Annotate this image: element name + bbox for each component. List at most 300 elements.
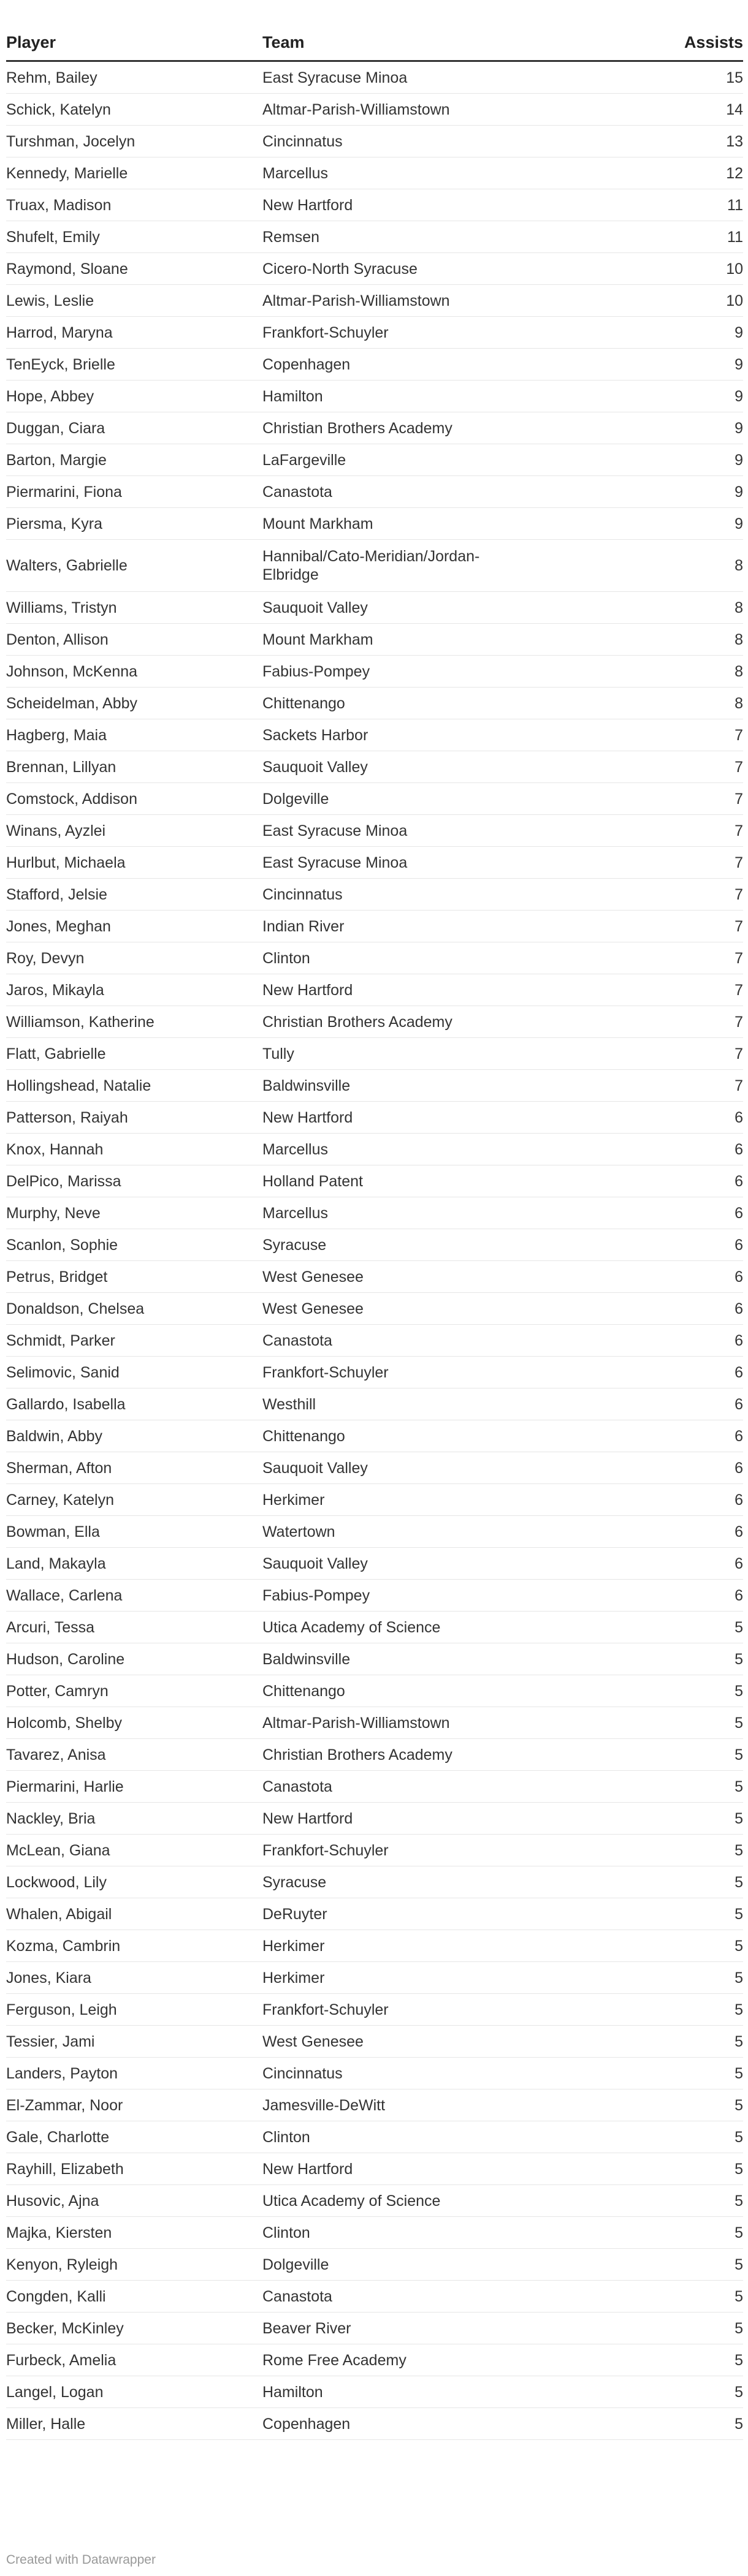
- team-cell: [262, 592, 606, 624]
- team-cell: [262, 349, 606, 381]
- team-cell: [262, 94, 606, 126]
- player-cell: Schmidt, Parker: [6, 1325, 262, 1357]
- team-name: Canastota: [262, 1778, 332, 1795]
- table-row: [6, 1994, 743, 2026]
- team-name: Clinton: [262, 2128, 310, 2146]
- assists-cell: 5: [606, 2344, 743, 2376]
- table-row: [6, 1739, 743, 1771]
- assists-cell: 5: [606, 2121, 743, 2153]
- team-name: Sauquoit Valley: [262, 1459, 368, 1477]
- team-cell: [262, 1962, 606, 1994]
- table-row: [6, 1197, 743, 1229]
- player-cell: Williamson, Katherine: [6, 1006, 262, 1038]
- table-row: [6, 1962, 743, 1994]
- team-cell: [262, 2217, 606, 2249]
- assists-cell: 11: [606, 189, 743, 221]
- assists-cell: 15: [606, 61, 743, 94]
- team-cell: [262, 126, 606, 157]
- team-name: Chittenango: [262, 1427, 345, 1445]
- team-name: Dolgeville: [262, 790, 329, 808]
- team-name: Marcellus: [262, 1140, 328, 1158]
- player-cell: Kennedy, Marielle: [6, 157, 262, 189]
- team-cell: [262, 2153, 606, 2185]
- team-cell: [262, 719, 606, 751]
- assists-cell: 6: [606, 1165, 743, 1197]
- team-name: Cincinnatus: [262, 132, 343, 150]
- assists-cell: 9: [606, 508, 743, 540]
- team-name: Frankfort-Schuyler: [262, 1363, 389, 1381]
- column-header-assists[interactable]: Assists: [606, 25, 743, 61]
- table-row: [6, 1325, 743, 1357]
- player-cell: Land, Makayla: [6, 1548, 262, 1580]
- player-cell: Becker, McKinley: [6, 2313, 262, 2344]
- player-cell: Barton, Margie: [6, 444, 262, 476]
- assists-cell: 5: [606, 1771, 743, 1803]
- team-cell: [262, 1102, 606, 1134]
- table-row: [6, 1771, 743, 1803]
- assists-cell: 5: [606, 1643, 743, 1675]
- team-cell: [262, 1229, 606, 1261]
- table-row: [6, 815, 743, 847]
- team-name: Jamesville-DeWitt: [262, 2096, 386, 2114]
- assists-cell: 5: [606, 2408, 743, 2440]
- table-row: [6, 2121, 743, 2153]
- table-row: [6, 1516, 743, 1548]
- team-cell: [262, 1070, 606, 1102]
- player-cell: Turshman, Jocelyn: [6, 126, 262, 157]
- assists-cell: 9: [606, 349, 743, 381]
- table-row: [6, 2089, 743, 2121]
- player-cell: Kenyon, Ryleigh: [6, 2249, 262, 2281]
- player-cell: Jones, Meghan: [6, 911, 262, 942]
- player-cell: Lewis, Leslie: [6, 285, 262, 317]
- table-row: [6, 285, 743, 317]
- team-cell: [262, 1675, 606, 1707]
- table-row: [6, 592, 743, 624]
- table-row: [6, 412, 743, 444]
- player-cell: Johnson, McKenna: [6, 656, 262, 688]
- team-cell: [262, 508, 606, 540]
- team-name: Westhill: [262, 1395, 316, 1413]
- team-name: Tully: [262, 1045, 294, 1063]
- team-name: Sackets Harbor: [262, 726, 368, 744]
- team-cell: [262, 1739, 606, 1771]
- team-cell: [262, 1707, 606, 1739]
- player-cell: Roy, Devyn: [6, 942, 262, 974]
- table-row: [6, 942, 743, 974]
- assists-cell: 5: [606, 1866, 743, 1898]
- team-name: Remsen: [262, 228, 320, 246]
- table-row: [6, 751, 743, 783]
- player-cell: Raymond, Sloane: [6, 253, 262, 285]
- table-row: [6, 1229, 743, 1261]
- team-name: Fabius-Pompey: [262, 1586, 370, 1604]
- team-name: Hamilton: [262, 387, 323, 405]
- team-cell: [262, 253, 606, 285]
- table-row: [6, 2313, 743, 2344]
- assists-cell: 6: [606, 1420, 743, 1452]
- table-row: [6, 126, 743, 157]
- team-name: Beaver River: [262, 2319, 351, 2337]
- table-row: [6, 1835, 743, 1866]
- table-row: [6, 2344, 743, 2376]
- player-cell: Flatt, Gabrielle: [6, 1038, 262, 1070]
- player-cell: Rehm, Bailey: [6, 61, 262, 94]
- assists-cell: 6: [606, 1580, 743, 1612]
- table-row: [6, 1006, 743, 1038]
- player-cell: DelPico, Marissa: [6, 1165, 262, 1197]
- player-cell: Carney, Katelyn: [6, 1484, 262, 1516]
- team-cell: [262, 1197, 606, 1229]
- player-cell: Sherman, Afton: [6, 1452, 262, 1484]
- assists-cell: 11: [606, 221, 743, 253]
- team-cell: [262, 1771, 606, 1803]
- assists-cell: 7: [606, 911, 743, 942]
- team-name: Frankfort-Schuyler: [262, 1841, 389, 1859]
- table-row: [6, 624, 743, 656]
- team-name: Fabius-Pompey: [262, 662, 370, 680]
- assists-cell: 6: [606, 1197, 743, 1229]
- team-cell: [262, 1165, 606, 1197]
- team-name: Utica Academy of Science: [262, 2192, 441, 2210]
- team-name: Utica Academy of Science: [262, 1618, 441, 1636]
- table-row: [6, 974, 743, 1006]
- table-row: [6, 1388, 743, 1420]
- player-cell: Truax, Madison: [6, 189, 262, 221]
- table-row: [6, 540, 743, 592]
- assists-cell: 8: [606, 540, 743, 592]
- footer-credit: Created with Datawrapper: [6, 2553, 156, 2567]
- table-row: [6, 1452, 743, 1484]
- assists-cell: 6: [606, 1548, 743, 1580]
- team-cell: [262, 1898, 606, 1930]
- header-row: [6, 25, 743, 61]
- player-cell: Nackley, Bria: [6, 1803, 262, 1835]
- team-cell: [262, 2121, 606, 2153]
- assists-cell: 6: [606, 1102, 743, 1134]
- player-cell: Baldwin, Abby: [6, 1420, 262, 1452]
- table-row: [6, 2058, 743, 2089]
- player-cell: Schick, Katelyn: [6, 94, 262, 126]
- assists-cell: 5: [606, 1930, 743, 1962]
- team-cell: [262, 2344, 606, 2376]
- team-cell: [262, 476, 606, 508]
- table-row: [6, 508, 743, 540]
- player-cell: Knox, Hannah: [6, 1134, 262, 1165]
- team-cell: [262, 540, 606, 592]
- team-cell: [262, 783, 606, 815]
- table-row: [6, 2376, 743, 2408]
- player-cell: TenEyck, Brielle: [6, 349, 262, 381]
- table-row: [6, 1866, 743, 1898]
- player-cell: Hagberg, Maia: [6, 719, 262, 751]
- team-name: Cincinnatus: [262, 2064, 343, 2082]
- team-name: Altmar-Parish-Williamstown: [262, 292, 450, 309]
- player-cell: Patterson, Raiyah: [6, 1102, 262, 1134]
- assists-cell: 5: [606, 2249, 743, 2281]
- team-cell: [262, 2313, 606, 2344]
- team-cell: [262, 1134, 606, 1165]
- table-row: [6, 1548, 743, 1580]
- player-cell: Langel, Logan: [6, 2376, 262, 2408]
- table-row: [6, 1580, 743, 1612]
- team-name: Watertown: [262, 1523, 335, 1540]
- table-row: [6, 1070, 743, 1102]
- assists-cell: 7: [606, 1038, 743, 1070]
- assists-cell: 5: [606, 1707, 743, 1739]
- assists-cell: 8: [606, 688, 743, 719]
- team-name: New Hartford: [262, 1809, 353, 1827]
- team-name: Herkimer: [262, 1491, 325, 1509]
- table-row: [6, 157, 743, 189]
- player-cell: Lockwood, Lily: [6, 1866, 262, 1898]
- team-cell: [262, 1484, 606, 1516]
- team-cell: [262, 2249, 606, 2281]
- team-cell: [262, 2089, 606, 2121]
- assists-cell: 5: [606, 1898, 743, 1930]
- team-cell: [262, 1612, 606, 1643]
- player-cell: Landers, Payton: [6, 2058, 262, 2089]
- column-header-team[interactable]: Team: [262, 25, 606, 61]
- team-name: Dolgeville: [262, 2256, 329, 2273]
- assists-cell: 9: [606, 444, 743, 476]
- table-row: [6, 1102, 743, 1134]
- team-cell: [262, 1930, 606, 1962]
- table-row: [6, 879, 743, 911]
- player-cell: Brennan, Lillyan: [6, 751, 262, 783]
- team-cell: [262, 157, 606, 189]
- table-row: [6, 2153, 743, 2185]
- team-name: East Syracuse Minoa: [262, 822, 408, 839]
- assists-cell: 9: [606, 476, 743, 508]
- player-cell: Husovic, Ajna: [6, 2185, 262, 2217]
- team-name: Baldwinsville: [262, 1650, 351, 1668]
- team-cell: [262, 2185, 606, 2217]
- player-cell: Selimovic, Sanid: [6, 1357, 262, 1388]
- team-cell: [262, 2058, 606, 2089]
- player-cell: Murphy, Neve: [6, 1197, 262, 1229]
- team-name: Clinton: [262, 949, 310, 967]
- team-cell: [262, 1006, 606, 1038]
- team-name: Sauquoit Valley: [262, 758, 368, 776]
- team-name: Chittenango: [262, 1682, 345, 1700]
- team-cell: [262, 317, 606, 349]
- team-name: Hannibal/Cato-Meridian/Jordan-Elbridge: [262, 548, 480, 583]
- assists-cell: 7: [606, 1070, 743, 1102]
- table-row: [6, 476, 743, 508]
- assists-cell: 8: [606, 592, 743, 624]
- table-row: [6, 1612, 743, 1643]
- table-row: [6, 317, 743, 349]
- team-cell: [262, 1580, 606, 1612]
- assists-cell: 5: [606, 1962, 743, 1994]
- player-cell: Scanlon, Sophie: [6, 1229, 262, 1261]
- player-cell: Holcomb, Shelby: [6, 1707, 262, 1739]
- table-row: [6, 2217, 743, 2249]
- team-cell: [262, 221, 606, 253]
- team-cell: [262, 1803, 606, 1835]
- table-row: [6, 1420, 743, 1452]
- table-row: [6, 1357, 743, 1388]
- team-name: West Genesee: [262, 2032, 364, 2050]
- team-cell: [262, 1866, 606, 1898]
- table-row: [6, 94, 743, 126]
- player-cell: Tessier, Jami: [6, 2026, 262, 2058]
- player-cell: Furbeck, Amelia: [6, 2344, 262, 2376]
- table-row: [6, 2185, 743, 2217]
- assists-cell: 7: [606, 751, 743, 783]
- team-name: New Hartford: [262, 981, 353, 999]
- table-row: [6, 1293, 743, 1325]
- team-name: Holland Patent: [262, 1172, 364, 1190]
- team-cell: [262, 656, 606, 688]
- assists-cell: 5: [606, 1612, 743, 1643]
- assists-cell: 5: [606, 1675, 743, 1707]
- player-cell: Winans, Ayzlei: [6, 815, 262, 847]
- player-cell: Miller, Halle: [6, 2408, 262, 2440]
- player-cell: Arcuri, Tessa: [6, 1612, 262, 1643]
- assists-cell: 7: [606, 1006, 743, 1038]
- team-name: New Hartford: [262, 196, 353, 214]
- player-cell: Hope, Abbey: [6, 381, 262, 412]
- player-cell: Jones, Kiara: [6, 1962, 262, 1994]
- team-name: Herkimer: [262, 1969, 325, 1987]
- team-name: New Hartford: [262, 2160, 353, 2178]
- assists-cell: 6: [606, 1261, 743, 1293]
- table-row: [6, 1165, 743, 1197]
- player-cell: Petrus, Bridget: [6, 1261, 262, 1293]
- table-row: [6, 1803, 743, 1835]
- team-cell: [262, 444, 606, 476]
- assists-cell: 5: [606, 2089, 743, 2121]
- table-row: [6, 381, 743, 412]
- team-name: Altmar-Parish-Williamstown: [262, 100, 450, 118]
- team-cell: [262, 1835, 606, 1866]
- player-cell: Whalen, Abigail: [6, 1898, 262, 1930]
- assists-cell: 8: [606, 656, 743, 688]
- team-cell: [262, 61, 606, 94]
- player-cell: Denton, Allison: [6, 624, 262, 656]
- team-cell: [262, 1643, 606, 1675]
- player-cell: McLean, Giana: [6, 1835, 262, 1866]
- team-name: Canastota: [262, 2287, 332, 2305]
- player-cell: Williams, Tristyn: [6, 592, 262, 624]
- table-row: [6, 1038, 743, 1070]
- team-cell: [262, 974, 606, 1006]
- assists-cell: 7: [606, 847, 743, 879]
- team-cell: [262, 2026, 606, 2058]
- assists-cell: 5: [606, 1994, 743, 2026]
- table-row: [6, 1484, 743, 1516]
- team-cell: [262, 942, 606, 974]
- table-row: [6, 1134, 743, 1165]
- table-row: [6, 719, 743, 751]
- table-header: [6, 25, 743, 61]
- assists-cell: 5: [606, 1803, 743, 1835]
- team-name: West Genesee: [262, 1300, 364, 1317]
- table-row: [6, 688, 743, 719]
- team-name: Christian Brothers Academy: [262, 419, 452, 437]
- table-row: [6, 1707, 743, 1739]
- team-cell: [262, 815, 606, 847]
- team-name: Rome Free Academy: [262, 2351, 406, 2369]
- team-cell: [262, 381, 606, 412]
- team-cell: [262, 688, 606, 719]
- team-cell: [262, 1420, 606, 1452]
- table-row: [6, 2026, 743, 2058]
- team-cell: [262, 751, 606, 783]
- team-cell: [262, 1325, 606, 1357]
- table-row: [6, 911, 743, 942]
- table-row: [6, 221, 743, 253]
- assists-cell: 5: [606, 2313, 743, 2344]
- team-name: East Syracuse Minoa: [262, 854, 408, 871]
- assists-cell: 6: [606, 1484, 743, 1516]
- team-name: Indian River: [262, 917, 345, 935]
- assists-cell: 5: [606, 1739, 743, 1771]
- assists-cell: 12: [606, 157, 743, 189]
- player-cell: Majka, Kiersten: [6, 2217, 262, 2249]
- table-row: [6, 656, 743, 688]
- assists-cell: 7: [606, 783, 743, 815]
- assists-cell: 6: [606, 1325, 743, 1357]
- assists-cell: 5: [606, 2153, 743, 2185]
- player-cell: Wallace, Carlena: [6, 1580, 262, 1612]
- assists-cell: 5: [606, 2058, 743, 2089]
- team-name: Cincinnatus: [262, 885, 343, 903]
- player-cell: Hudson, Caroline: [6, 1643, 262, 1675]
- player-cell: Donaldson, Chelsea: [6, 1293, 262, 1325]
- team-cell: [262, 2376, 606, 2408]
- player-cell: Hollingshead, Natalie: [6, 1070, 262, 1102]
- player-cell: Comstock, Addison: [6, 783, 262, 815]
- team-name: Mount Markham: [262, 515, 373, 532]
- player-cell: Jaros, Mikayla: [6, 974, 262, 1006]
- player-cell: Ferguson, Leigh: [6, 1994, 262, 2026]
- team-name: Syracuse: [262, 1873, 327, 1891]
- team-name: Cicero-North Syracuse: [262, 260, 418, 278]
- team-cell: [262, 1388, 606, 1420]
- player-cell: Duggan, Ciara: [6, 412, 262, 444]
- player-cell: Piermarini, Fiona: [6, 476, 262, 508]
- assists-cell: 7: [606, 719, 743, 751]
- team-cell: [262, 624, 606, 656]
- table-row: [6, 1261, 743, 1293]
- player-cell: Hurlbut, Michaela: [6, 847, 262, 879]
- player-cell: Shufelt, Emily: [6, 221, 262, 253]
- table-row: [6, 2249, 743, 2281]
- assists-cell: 6: [606, 1229, 743, 1261]
- assists-cell: 6: [606, 1134, 743, 1165]
- assists-cell: 5: [606, 1835, 743, 1866]
- team-cell: [262, 1452, 606, 1484]
- team-cell: [262, 911, 606, 942]
- table-row: [6, 847, 743, 879]
- player-cell: Harrod, Maryna: [6, 317, 262, 349]
- team-name: Mount Markham: [262, 631, 373, 648]
- table-row: [6, 783, 743, 815]
- player-cell: El-Zammar, Noor: [6, 2089, 262, 2121]
- team-cell: [262, 2281, 606, 2313]
- assists-cell: 10: [606, 285, 743, 317]
- player-cell: Potter, Camryn: [6, 1675, 262, 1707]
- assists-cell: 5: [606, 2376, 743, 2408]
- team-name: New Hartford: [262, 1108, 353, 1126]
- team-name: Canastota: [262, 1332, 332, 1349]
- player-cell: Scheidelman, Abby: [6, 688, 262, 719]
- column-header-player[interactable]: Player: [6, 25, 262, 61]
- team-name: Sauquoit Valley: [262, 599, 368, 616]
